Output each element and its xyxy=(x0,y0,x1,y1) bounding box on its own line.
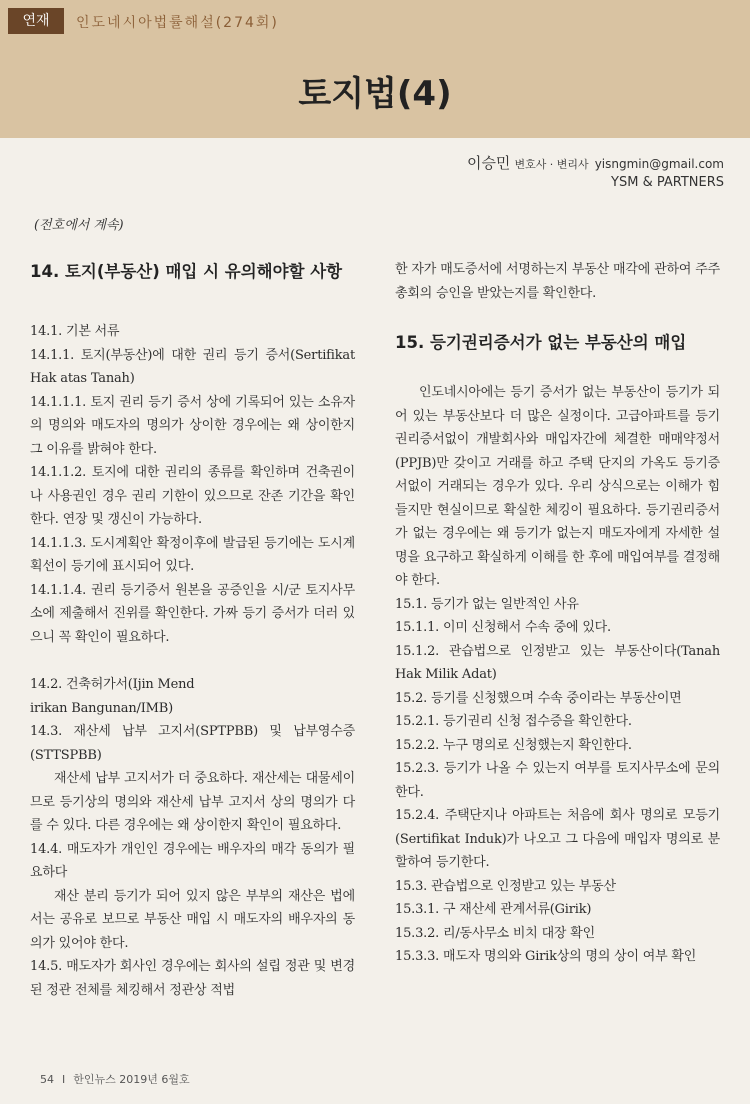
paragraph: 15.2.3. 등기가 나올 수 있는지 여부를 토지사무소에 문의한다. xyxy=(395,761,720,800)
paragraph: 15.3.1. 구 재산세 관계서류(Girik) xyxy=(395,902,592,917)
paragraph: 14.1. 기본 서류 xyxy=(30,324,120,339)
author-block xyxy=(467,152,724,190)
paragraph: 14.1.1.4. 권리 등기증서 원본을 공증인을 시/군 토지사무소에 제출해서 진위를 확인한다. 가짜 등기 증서가 더러 있으니 꼭 확인이 필요하다. xyxy=(30,582,355,645)
paragraph: 재산 분리 등기가 되어 있지 않은 부부의 재산은 법에서는 공유로 보므로 부동산 매입 시 매도자의 배우자의 동의가 있어야 한다. xyxy=(30,888,355,951)
paragraph: 14.1.1.3. 도시계획안 확정이후에 발급된 등기에는 도시계획선이 등기에 표시되어 있다. xyxy=(30,535,355,574)
section-heading-14: 14. 토지(부동산) 매입 시 유의해야할 사항 xyxy=(30,262,343,281)
paragraph: irikan Bangunan/IMB) xyxy=(30,700,173,716)
publication-info: 한인뉴스 2019년 6월호 xyxy=(73,1073,190,1086)
paragraph: 한 자가 매도증서에 서명하는지 부동산 매각에 관하여 주주총회의 승인을 받았는지를 확인한다. xyxy=(395,262,720,301)
paragraph: 15.3. 관습법으로 인정받고 있는 부동산 xyxy=(395,878,616,894)
paragraph: 15.1.1. 이미 신청해서 수속 중에 있다. xyxy=(395,620,611,635)
header-banner xyxy=(0,0,750,138)
author-role: 변호사 · 변리사 xyxy=(514,158,589,171)
series-title: 인도네시아법률해설(274회) xyxy=(76,15,279,31)
paragraph: 15.3.3. 매도자 명의와 Girik상의 명의 상이 여부 확인 xyxy=(395,949,697,964)
paragraph: 15.1. 등기가 없는 일반적인 사유 xyxy=(395,596,579,612)
paragraph: 14.1.1.1. 토지 권리 등기 증서 상에 기록되어 있는 소유자의 명의와 매도자의 명의가 상이한 경우에는 왜 상이한지 그 이유를 밝혀야 한다. xyxy=(30,394,355,457)
section-heading-15: 15. 등기권리증서가 없는 부동산의 매입 xyxy=(395,333,687,352)
paragraph: 인도네시아에는 등기 증서가 없는 부동산이 등기가 되어 있는 부동산보다 더 많은 실정이다. 고급아파트를 등기권리증서없이 개발회사와 매입자간에 체결한 매매약정서(PPJB)만 갖이고 거래를 하고 주택 단지의 가옥도 등기증서없이 거래되는 경우가 있다. 우리 상식으로는 이해가 힘들지만 현실이므로 확실한 체킹이 필요하다. 등기권리증서가 없는 경우에는 왜 등기가 없는지 매도자에게 자세한 설명을 요구하고 확실하게 이해를 한 후에 매입여부를 결정해야 한다. xyxy=(395,385,720,588)
paragraph: 15.2.4. 주택단지나 아파트는 처음에 회사 명의로 모등기(Sertifikat Induk)가 나오고 그 다음에 매입자 명의로 분할하여 등기한다. xyxy=(395,808,720,870)
page-footer xyxy=(40,1071,190,1087)
paragraph: 재산세 납부 고지서가 더 중요하다. 재산세는 대물세이므로 등기상의 명의와 재산세 납부 고지서 상의 명의가 다를 수 있다. 다른 경우에는 왜 상이한지 확인이 필요하다. xyxy=(30,771,355,833)
page-title: 토지법(4) xyxy=(298,74,452,114)
footer-separator: I xyxy=(62,1073,66,1086)
paragraph: 15.2. 등기를 신청했으며 수속 중이라는 부동산이면 xyxy=(395,690,682,706)
paragraph: 15.2.1. 등기권리 신청 접수증을 확인한다. xyxy=(395,714,632,729)
author-firm: YSM & PARTNERS xyxy=(611,175,724,190)
paragraph: 14.1.1.2. 토지에 대한 권리의 종류를 확인하며 건축권이나 사용권인 경우 권리 기한이 있으므로 잔존 기간을 확인한다. 연장 및 갱신이 가능하다. xyxy=(30,465,355,527)
right-column xyxy=(395,258,720,969)
paragraph: 14.4. 매도자가 개인인 경우에는 배우자의 매각 동의가 필요하다 xyxy=(30,841,355,880)
continued-note: (전호에서 계속) xyxy=(34,218,124,233)
paragraph: 15.3.2. 리/동사무소 비치 대장 확인 xyxy=(395,925,595,941)
author-email: yisngmin@gmail.com xyxy=(594,157,724,171)
paragraph: 14.3. 재산세 납부 고지서(SPTPBB) 및 납부영수증(STTSPBB) xyxy=(30,724,355,763)
paragraph: 15.1.2. 관습법으로 인정받고 있는 부동산이다(Tanah Hak Milik Adat) xyxy=(395,643,720,682)
series-tag: 연재 xyxy=(8,8,64,34)
left-column xyxy=(30,258,355,1002)
paragraph: 14.1.1. 토지(부동산)에 대한 권리 등기 증서(Sertifikat Hak atas Tanah) xyxy=(30,347,355,386)
page-number: 54 xyxy=(40,1073,54,1086)
author-name: 이승민 xyxy=(466,154,511,172)
paragraph: 15.2.2. 누구 명의로 신청했는지 확인한다. xyxy=(395,737,632,753)
paragraph: 14.5. 매도자가 회사인 경우에는 회사의 설립 정관 및 변경된 정관 전체를 체킹해서 정관상 적법 xyxy=(30,959,355,998)
paragraph: 14.2. 건축허가서(Ijin Mend xyxy=(30,677,195,692)
